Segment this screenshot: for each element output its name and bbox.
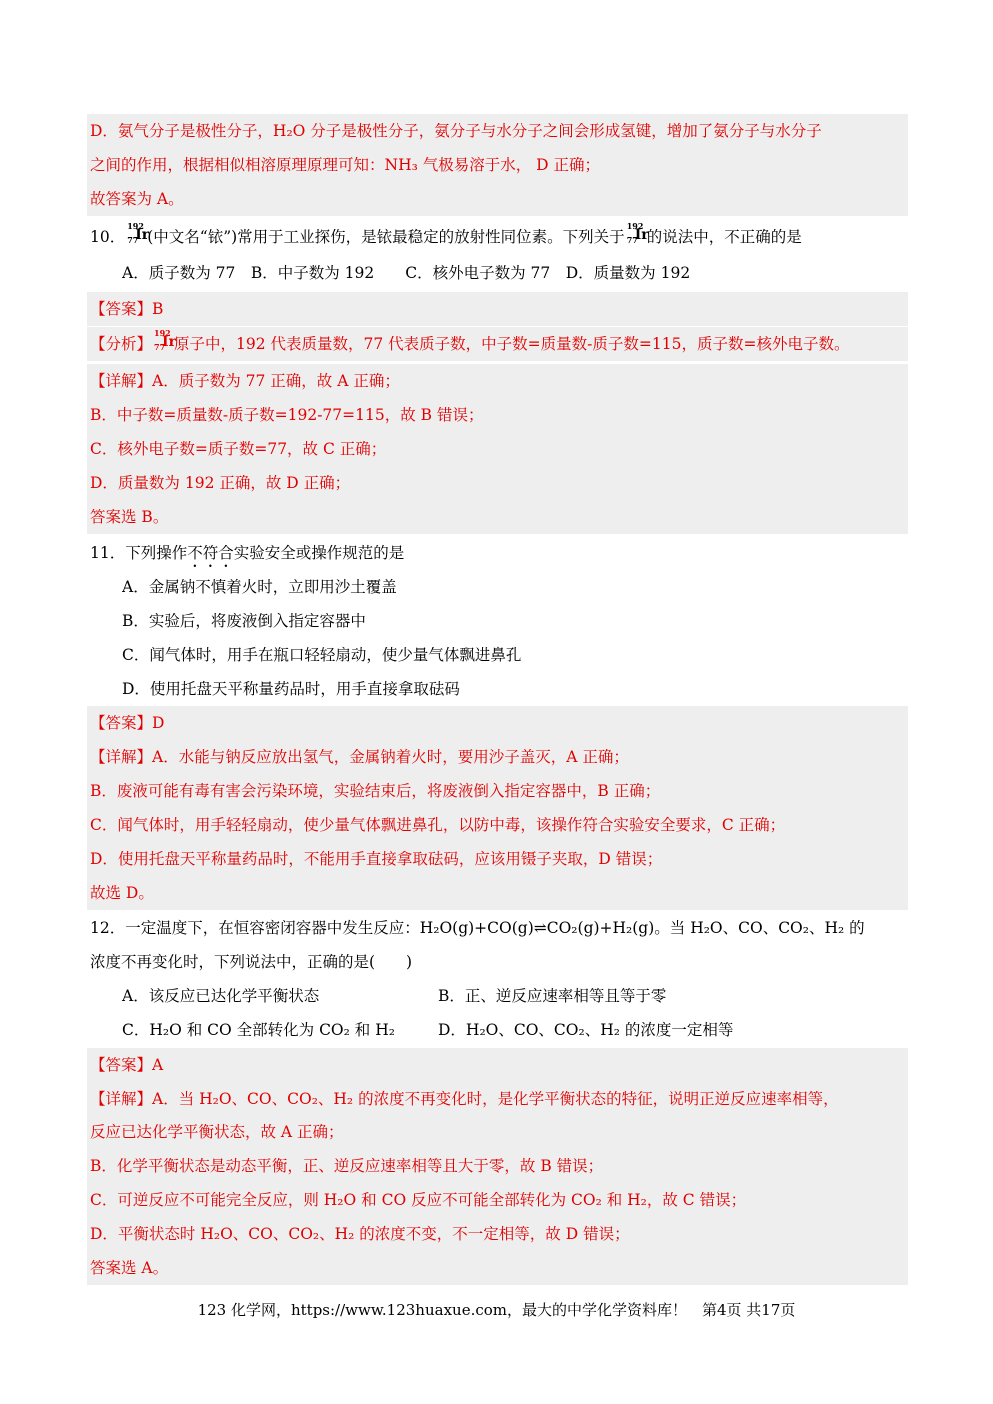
q11-answer: 【答案】D — [87, 706, 908, 740]
q10-options: A．质子数为 77 B．中子数为 192 C．核外电子数为 77 D．质量数为 192 — [122, 264, 691, 282]
q12-detail-a-line-2: 反应已达化学平衡状态，故 A 正确； — [87, 1115, 908, 1149]
q10-stem-middle: (中文名“铱”)常用于工业探伤，是铱最稳定的放射性同位素。下列关于 — [147, 228, 625, 246]
q11-detail-a: 【详解】A．水能与钠反应放出氢气，金属钠着火时，要用沙子盖灭，A 正确； — [87, 740, 908, 774]
q12-detail-b: B．化学平衡状态是动态平衡，正、逆反应速率相等且大于零，故 B 错误； — [87, 1149, 908, 1183]
q11-stem: 11．下列操作不符合实验安全或操作规范的是 — [90, 544, 405, 562]
ir-isotope-symbol: 192 77 Ir — [154, 328, 176, 352]
q11-conclusion: 故选 D。 — [87, 876, 908, 910]
q12-detail-a-line-1: 【详解】A．当 H₂O、CO、CO₂、H₂ 的浓度不再变化时，是化学平衡状态的特征，说明正逆反应速率相等， — [87, 1082, 908, 1116]
q11-option-c: C．闻气体时，用手在瓶口轻轻扇动，使少量气体飘进鼻孔 — [122, 646, 522, 664]
q10-answer: 【答案】B — [87, 292, 908, 326]
q11-emphasis: 不符合 — [187, 544, 234, 562]
q12-option-a: A．该反应已达化学平衡状态 — [122, 987, 320, 1005]
q10-conclusion: 答案选 B。 — [87, 500, 908, 534]
ir-isotope-symbol: 192 77 Ir — [127, 221, 150, 245]
q12-stem-line-1: 12．一定温度下，在恒容密闭容器中发生反应：H₂O(g)+CO(g)⇌CO₂(g)+H₂(g)。当 H₂O、CO、CO₂、H₂ 的 — [90, 919, 865, 937]
q9-conclusion: 故答案为 A。 — [87, 182, 908, 216]
q10-number: 10． — [90, 228, 126, 246]
q11-detail-c: C．闻气体时，用手轻轻扇动，使少量气体飘进鼻孔，以防中毒，该操作符合实验安全要求，C 正确； — [87, 808, 908, 842]
q12-detail-d: D．平衡状态时 H₂O、CO、CO₂、H₂ 的浓度不变，不一定相等，故 D 错误； — [87, 1217, 908, 1251]
q10-detail-d: D．质量数为 192 正确，故 D 正确； — [87, 466, 908, 500]
q12-option-b: B．正、逆反应速率相等且等于零 — [438, 987, 667, 1005]
q11-option-d: D．使用托盘天平称量药品时，用手直接拿取砝码 — [122, 680, 460, 698]
q12-option-c: C．H₂O 和 CO 全部转化为 CO₂ 和 H₂ — [122, 1021, 395, 1039]
q12-detail-c: C．可逆反应不可能完全反应，则 H₂O 和 CO 反应不可能全部转化为 CO₂ 和 H₂，故 C 错误； — [87, 1183, 908, 1217]
q10-stem-end: 的说法中，不正确的是 — [646, 228, 802, 246]
q10-detail-b: B．中子数=质量数-质子数=192-77=115，故 B 错误； — [87, 398, 908, 432]
q10-stem — [90, 220, 906, 254]
q12-stem-line-2: 浓度不再变化时，下列说法中，正确的是( ) — [90, 953, 413, 971]
q10-detail-a: 【详解】A．质子数为 77 正确，故 A 正确； — [87, 364, 908, 398]
q10-detail-c: C．核外电子数=质子数=77，故 C 正确； — [87, 432, 908, 466]
q12-options-row-1 — [122, 979, 906, 1013]
q11-option-b: B．实验后，将废液倒入指定容器中 — [122, 612, 366, 630]
q9-detail-line-1: D．氨气分子是极性分子，H₂O 分子是极性分子，氨分子与水分子之间会形成氢键，增加了氨分子与水分子 — [87, 114, 908, 148]
q12-conclusion: 答案选 A。 — [87, 1251, 908, 1285]
q11-option-a: A．金属钠不慎着火时，立即用沙土覆盖 — [122, 578, 397, 596]
q11-detail-b: B．废液可能有毒有害会污染环境，实验结束后，将废液倒入指定容器中，B 正确； — [87, 774, 908, 808]
q10-analysis: 【分析】 192 77 Ir 原子中，192 代表质量数，77 代表质子数，中子数=质量数-质子数=115，质子数=核外电子数。 — [87, 327, 908, 361]
page-footer: 123 化学网，https://www.123huaxue.com，最大的中学化学资料库！ 第4页 共17页 — [197, 1301, 796, 1319]
q12-answer: 【答案】A — [87, 1048, 908, 1082]
ir-isotope-symbol: 192 77 Ir — [626, 221, 649, 245]
q12-options-row-2 — [122, 1013, 906, 1047]
q12-option-d: D．H₂O、CO、CO₂、H₂ 的浓度一定相等 — [438, 1021, 734, 1039]
q9-detail-line-2: 之间的作用，根据相似相溶原理原理可知：NH₃ 气极易溶于水， D 正确； — [87, 148, 908, 182]
q11-detail-d: D．使用托盘天平称量药品时，不能用手直接拿取砝码，应该用镊子夹取，D 错误； — [87, 842, 908, 876]
